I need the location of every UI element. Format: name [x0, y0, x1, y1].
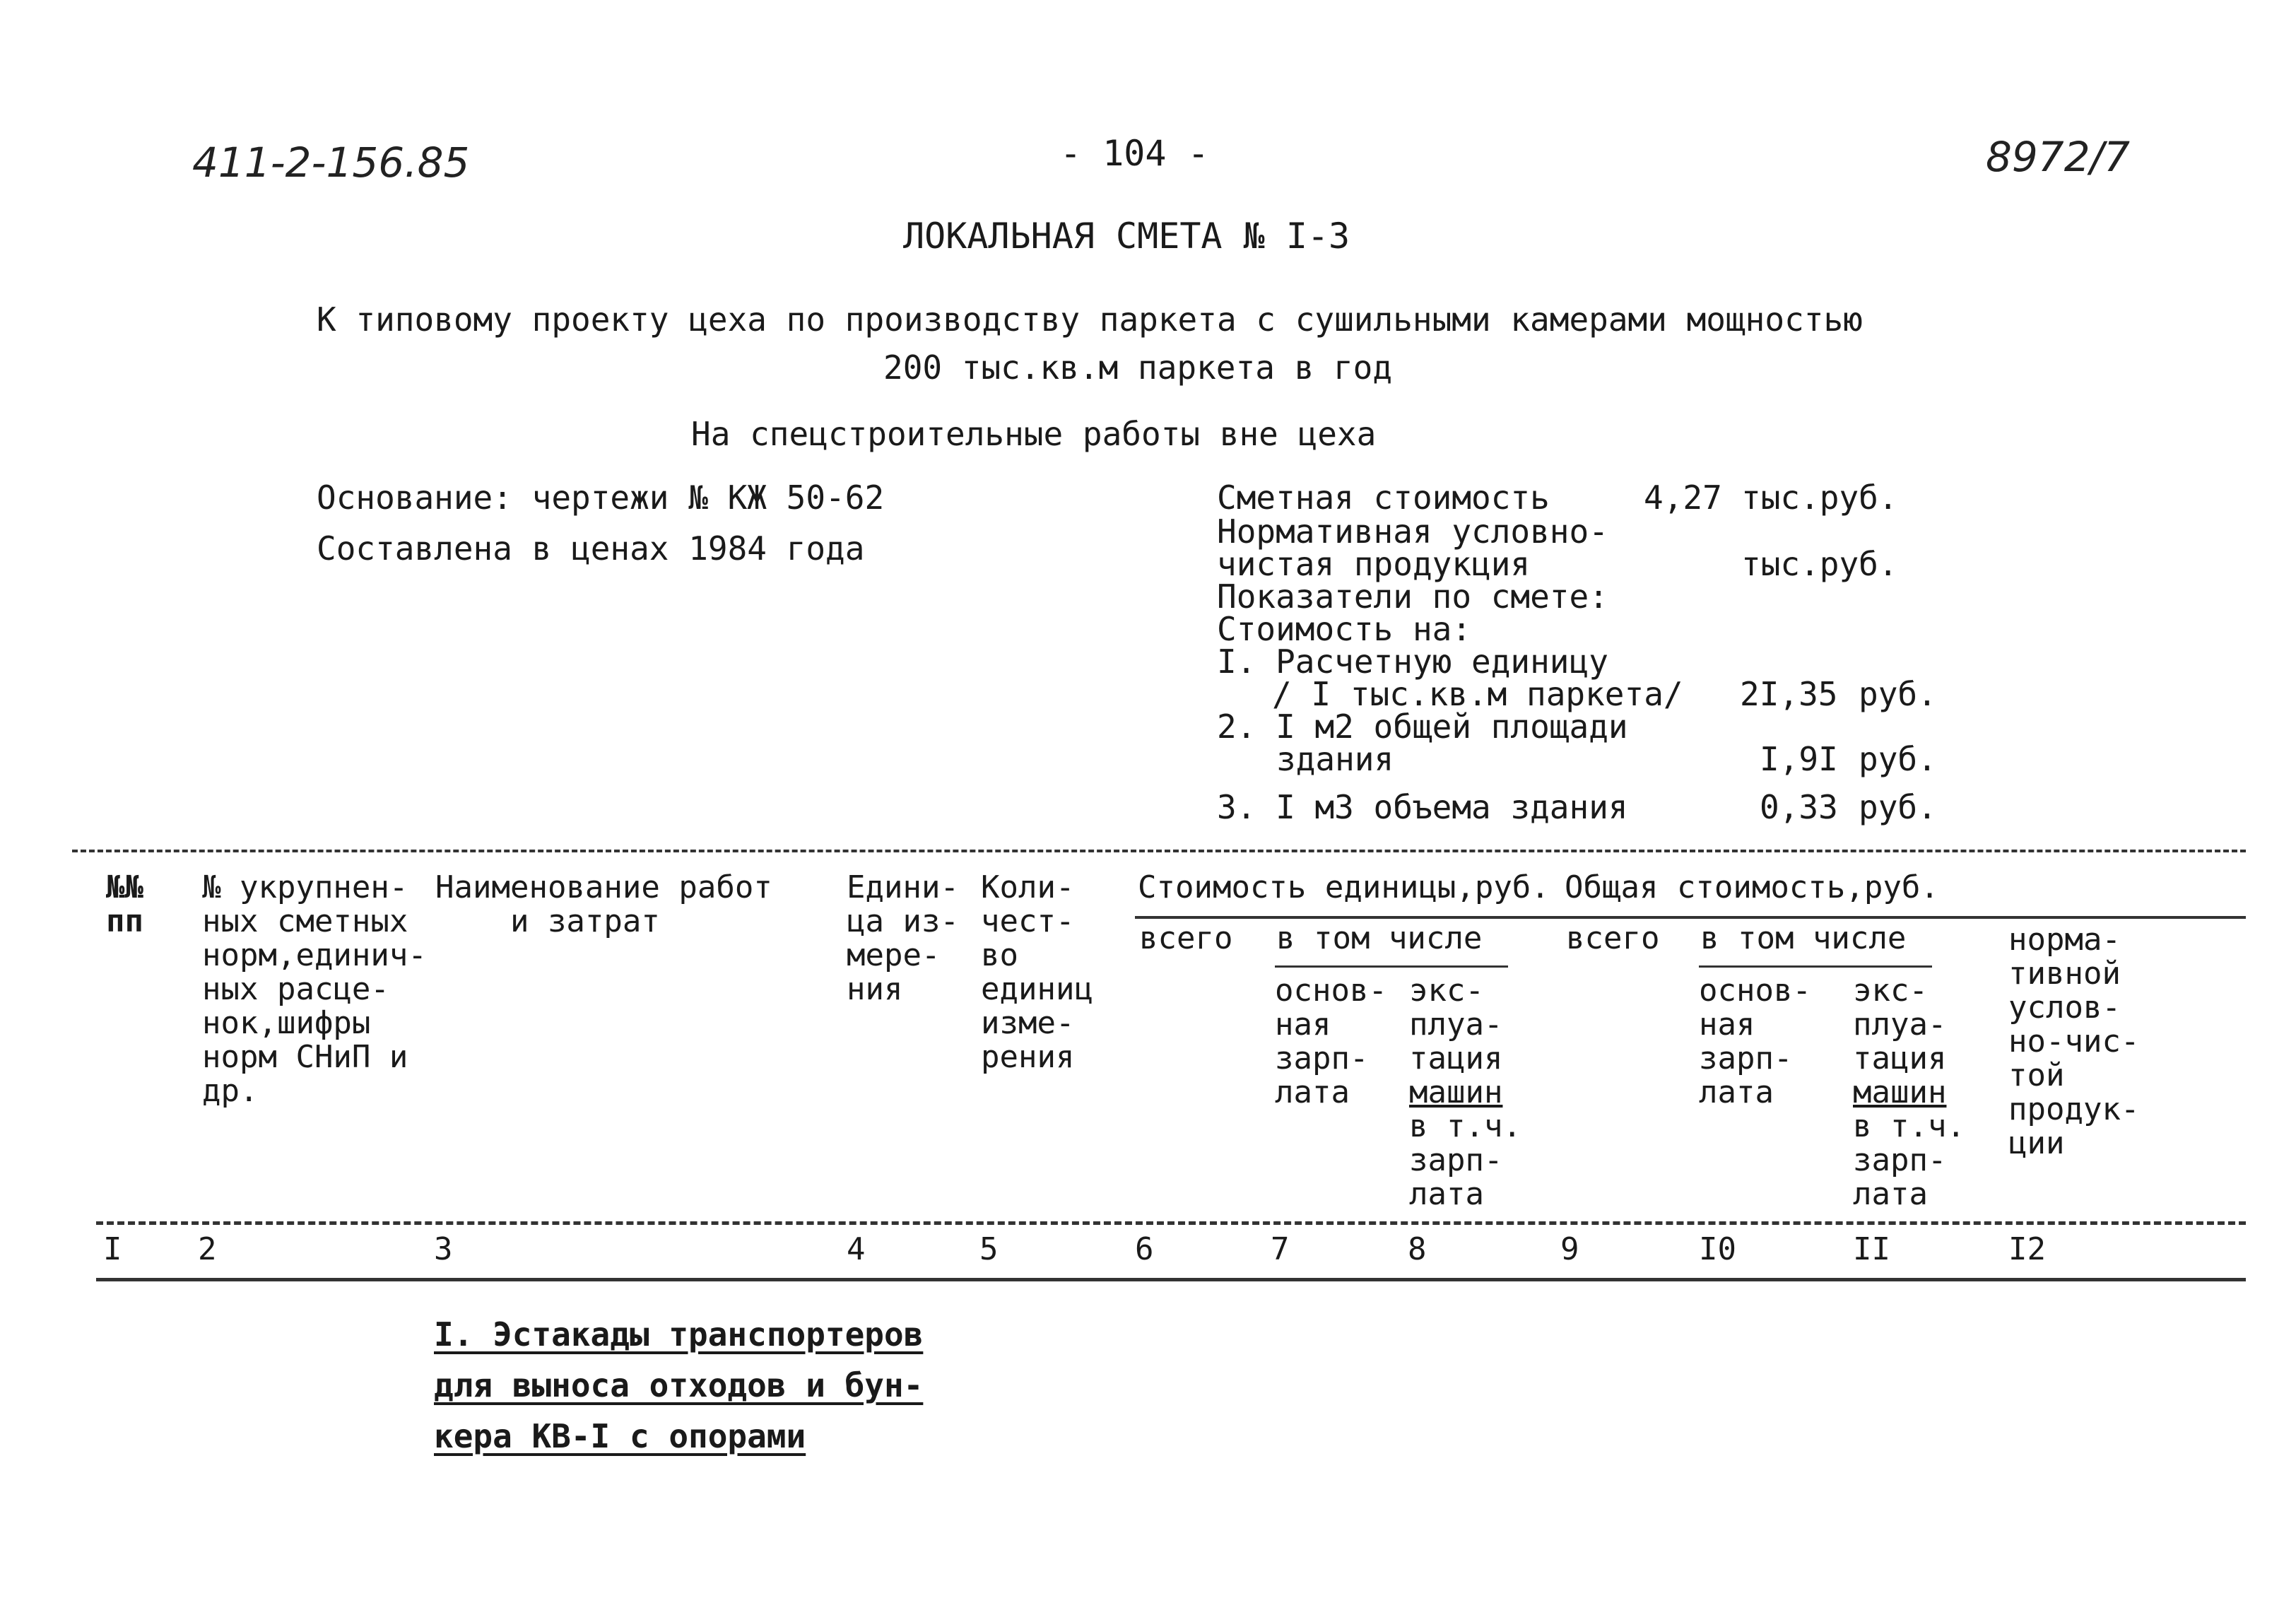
- estimated-cost-value: 4,27: [1644, 478, 1722, 517]
- header-total-cost-group: Общая стоимость,руб.: [1565, 869, 1939, 905]
- header-col-7: основ- ная зарп- лата: [1275, 973, 1387, 1110]
- indicator-3-line-1: 3. I м3 объема здания: [1217, 788, 1628, 826]
- header-col-11-top: экс- плуа- тация: [1853, 973, 1947, 1076]
- normative-label-1: Нормативная условно-: [1217, 512, 1608, 551]
- basis-drawings: Основание: чертежи № КЖ 50-62: [317, 478, 885, 517]
- indicator-1-unit: руб.: [1859, 675, 1937, 713]
- normative-label-2: чистая продукция: [1217, 545, 1531, 583]
- indicator-1-value: 2I,35: [1740, 675, 1838, 713]
- column-number: 7: [1271, 1231, 1290, 1267]
- header-col-10: основ- ная зарп- лата: [1699, 973, 1811, 1110]
- sheet-number: 8972/7: [1986, 133, 2131, 181]
- header-col-8-bot: в т.ч. зарп- лата: [1409, 1108, 1521, 1212]
- column-numbers-bottom-rule: [96, 1278, 2246, 1281]
- header-col-3: Наименование работ и затрат: [435, 869, 772, 939]
- header-col-4: Едини- ца из- мере- ния: [847, 869, 959, 1007]
- page-number: - 104 -: [1060, 133, 1209, 174]
- header-col-8-mid: машин: [1409, 1074, 1503, 1110]
- estimated-cost-label: Сметная стоимость: [1217, 478, 1550, 517]
- incl-rule-1: [1275, 965, 1508, 968]
- header-col-2: № укрупнен- ных сметных норм,единич- ных расце- нок,шифры норм СНиП и др.: [202, 869, 427, 1109]
- estimated-cost-unit: тыс.руб.: [1741, 478, 1898, 517]
- group-header-rule: [1135, 916, 2246, 919]
- incl-rule-2: [1699, 965, 1932, 968]
- indicator-2-unit: руб.: [1859, 740, 1937, 778]
- table-top-rule: [72, 850, 2246, 852]
- column-number: II: [1853, 1231, 1890, 1267]
- column-number: I2: [2008, 1231, 2046, 1267]
- column-number: 3: [434, 1231, 453, 1267]
- basis-prices: Составлена в ценах 1984 года: [317, 529, 865, 568]
- header-col-6: всего: [1139, 920, 1233, 956]
- column-number: I0: [1699, 1231, 1736, 1267]
- header-col-5: Коли- чест- во единиц изме- рения: [981, 869, 1093, 1075]
- table-header-bottom-rule: [96, 1221, 2246, 1225]
- header-col-1: №№ пп: [106, 869, 143, 939]
- subtitle-line-1: К типовому проекту цеха по производству паркета с сушильными камерами мощностью: [317, 300, 1863, 339]
- section-heading-line-2: для выноса отходов и бун-: [434, 1366, 924, 1404]
- indicator-2-value: I,9I: [1760, 740, 1838, 778]
- column-number: I: [103, 1231, 122, 1267]
- work-type: На спецстроительные работы вне цеха: [691, 415, 1377, 453]
- cost-per-label: Стоимость на:: [1217, 610, 1472, 648]
- header-unit-cost-group: Стоимость единицы,руб.: [1138, 869, 1550, 905]
- indicators-label: Показатели по смете:: [1217, 577, 1608, 616]
- indicator-1-line-1: I. Расчетную единицу: [1217, 642, 1608, 681]
- column-number: 6: [1135, 1231, 1154, 1267]
- normative-unit: тыс.руб.: [1741, 545, 1898, 583]
- column-number: 8: [1408, 1231, 1427, 1267]
- column-number: 9: [1560, 1231, 1579, 1267]
- column-number: 2: [198, 1231, 217, 1267]
- header-col-12: норма- тивной услов- но-чис- той продук- ции: [2008, 922, 2140, 1161]
- indicator-3-unit: руб.: [1859, 788, 1937, 826]
- header-col-11-bot: в т.ч. зарп- лата: [1853, 1108, 1965, 1212]
- indicator-2-line-2: здания: [1276, 740, 1394, 778]
- indicator-2-line-1: 2. I м2 общей площади: [1217, 707, 1628, 746]
- header-col-8-top: экс- плуа- тация: [1409, 973, 1503, 1076]
- indicator-3-value: 0,33: [1760, 788, 1838, 826]
- indicator-1-line-2: / I тыс.кв.м паркета/: [1272, 675, 1683, 713]
- page-title: ЛОКАЛЬНАЯ СМЕТА № I-3: [903, 216, 1350, 257]
- section-heading-line-1: I. Эстакады транспортеров: [434, 1315, 924, 1354]
- section-heading-line-3: кера КВ-I с опорами: [434, 1417, 806, 1455]
- header-incl-group-2: в том числе: [1700, 920, 1907, 956]
- header-incl-group-1: в том числе: [1276, 920, 1483, 956]
- column-number: 5: [979, 1231, 999, 1267]
- document-code: 411-2-156.85: [192, 139, 470, 187]
- header-col-11-mid: машин: [1853, 1074, 1947, 1110]
- header-col-9: всего: [1566, 920, 1660, 956]
- column-number: 4: [847, 1231, 866, 1267]
- subtitle-line-2: 200 тыс.кв.м паркета в год: [883, 348, 1393, 387]
